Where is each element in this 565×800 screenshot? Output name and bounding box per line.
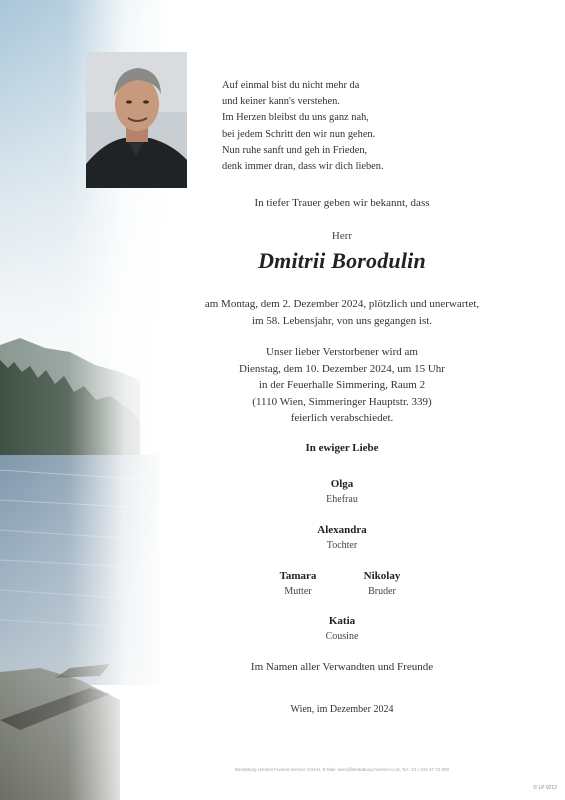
poem [222,78,462,175]
death-notice-line: im 58. Lebensjahr, von uns gegangen ist. [251,314,433,327]
document-code: © LP 9212 [533,785,557,791]
poem-line: Nun ruhe sanft und geh in Frieden, [222,144,368,156]
farewell-line: Dienstag, dem 10. Dezember 2024, um 15 Uhr [239,362,445,375]
mourner-name: Katia [328,615,356,627]
mourner-name: Alexandra [317,524,367,536]
poem-line: bei jedem Schritt den wir nun gehen. [222,128,376,140]
poem-line: Im Herzen bleibst du uns ganz nah, [222,112,369,124]
mourner-name: Nikolay [363,570,401,582]
mourner-role: Cousine [325,631,359,642]
farewell-info [100,344,565,427]
poem-line: Auf einmal bist du nicht mehr da [222,80,360,91]
poem-line: und keiner kann's verstehen. [222,96,340,108]
closing-text: Im Namen aller Verwandten und Freunde [250,661,434,673]
farewell-line: feierlich verabschiedet. [290,412,394,424]
in-love-heading: In ewiger Liebe [305,442,379,454]
mourner-role: Tochter [326,540,358,551]
mourner-name: Tamara [279,570,317,582]
death-notice [100,296,565,329]
intro-text: In tiefer Trauer geben wir bekannt, dass [254,197,430,209]
portrait-photo [86,52,187,188]
farewell-line: in der Feuerhalle Simmering, Raum 2 [258,379,426,391]
death-notice-line: am Montag, dem 2. Dezember 2024, plötzlich und unerwartet, [204,298,480,310]
mourner-nikolay [322,570,442,597]
mourner-olga [100,478,565,505]
mourner-role: Ehefrau [326,494,358,505]
mourner-name: Olga [330,478,354,490]
farewell-line: (1110 Wien, Simmeringer Hauptstr. 339) [252,395,432,408]
funeral-service-footer: Bestattung Himmel Funeral Service GmbH, E-Mail: wien@bestattung-himmel.co.at, Tel.: 01 / 244 47 72 000 [234,767,450,772]
mourner-role: Bruder [368,586,396,597]
farewell-line: Unser lieber Verstorbener wird am [266,346,418,358]
poem-line: denk immer dran, dass wir dich lieben. [222,161,384,173]
mourner-alexandra [100,524,565,551]
mourner-katia [100,615,565,642]
mourner-role: Mutter [284,586,312,597]
deceased-name: Dmitrii Borodulin [258,248,426,273]
place-date: Wien, im Dezember 2024 [290,704,394,715]
salutation: Herr [331,230,353,242]
